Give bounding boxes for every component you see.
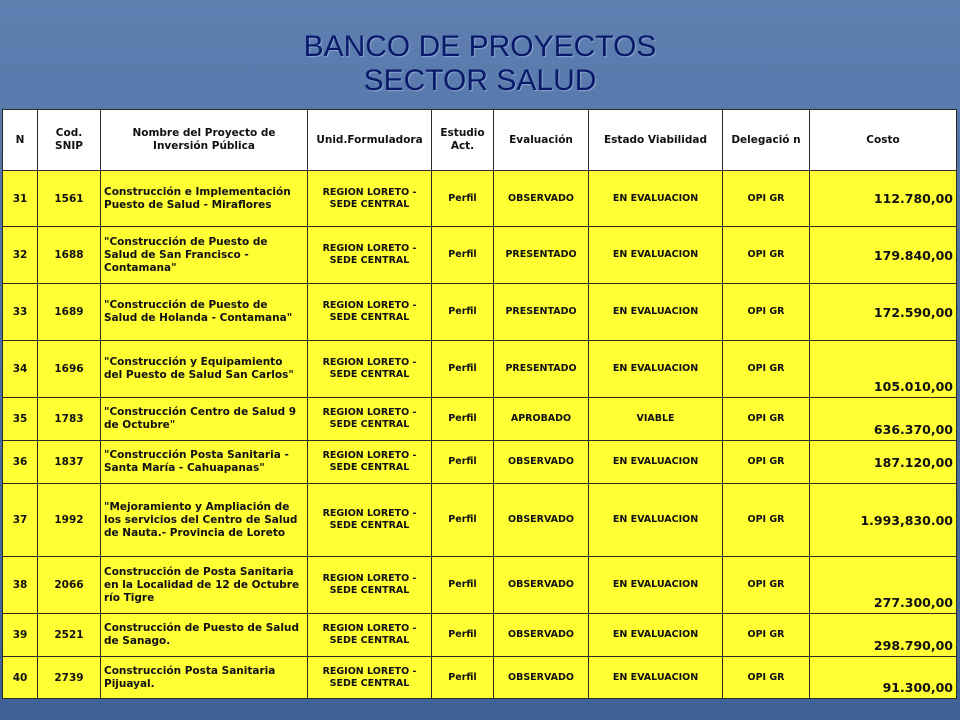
- row-number: 38: [3, 557, 38, 614]
- delegation: OPI GR: [723, 284, 810, 341]
- header-cell: Estudio Act.: [432, 110, 494, 171]
- table-row: [3, 614, 957, 657]
- project-name: "Construcción Centro de Salud 9 de Octubre": [101, 398, 308, 441]
- snip-code: 2521: [38, 614, 101, 657]
- cost: 636.370,00: [810, 398, 957, 441]
- evaluation-status: OBSERVADO: [494, 484, 589, 557]
- snip-code: 1689: [38, 284, 101, 341]
- table-row: [3, 657, 957, 699]
- header-cell: Nombre del Proyecto de Inversión Pública: [101, 110, 308, 171]
- study-type: Perfil: [432, 341, 494, 398]
- cost: 112.780,00: [810, 171, 957, 227]
- evaluation-status: OBSERVADO: [494, 441, 589, 484]
- viability-status: EN EVALUACION: [589, 614, 723, 657]
- formulating-unit: REGION LORETO - SEDE CENTRAL: [308, 341, 432, 398]
- formulating-unit: REGION LORETO - SEDE CENTRAL: [308, 227, 432, 284]
- study-type: Perfil: [432, 614, 494, 657]
- evaluation-status: OBSERVADO: [494, 614, 589, 657]
- delegation: OPI GR: [723, 614, 810, 657]
- study-type: Perfil: [432, 657, 494, 699]
- row-number: 35: [3, 398, 38, 441]
- cost: 298.790,00: [810, 614, 957, 657]
- row-number: 34: [3, 341, 38, 398]
- cost: 1.993,830.00: [810, 484, 957, 557]
- table-row: [3, 441, 957, 484]
- project-name: Construcción e Implementación Puesto de Salud - Miraflores: [101, 171, 308, 227]
- snip-code: 1837: [38, 441, 101, 484]
- viability-status: EN EVALUACION: [589, 657, 723, 699]
- cost: 187.120,00: [810, 441, 957, 484]
- cost: 277.300,00: [810, 557, 957, 614]
- snip-code: 1688: [38, 227, 101, 284]
- delegation: OPI GR: [723, 441, 810, 484]
- study-type: Perfil: [432, 441, 494, 484]
- cost: 172.590,00: [810, 284, 957, 341]
- formulating-unit: REGION LORETO - SEDE CENTRAL: [308, 441, 432, 484]
- project-name: "Construcción y Equipamiento del Puesto de Salud San Carlos": [101, 341, 308, 398]
- study-type: Perfil: [432, 284, 494, 341]
- snip-code: 1696: [38, 341, 101, 398]
- project-name: Construcción de Puesto de Salud de Sanago.: [101, 614, 308, 657]
- viability-status: VIABLE: [589, 398, 723, 441]
- header-cell: Evaluación: [494, 110, 589, 171]
- delegation: OPI GR: [723, 398, 810, 441]
- row-number: 31: [3, 171, 38, 227]
- projects-table: [2, 109, 957, 699]
- header-cell: Unid.Formuladora: [308, 110, 432, 171]
- formulating-unit: REGION LORETO - SEDE CENTRAL: [308, 484, 432, 557]
- row-number: 32: [3, 227, 38, 284]
- delegation: OPI GR: [723, 484, 810, 557]
- delegation: OPI GR: [723, 341, 810, 398]
- viability-status: EN EVALUACION: [589, 441, 723, 484]
- header-cell: N: [3, 110, 38, 171]
- table-row: [3, 227, 957, 284]
- table-row: [3, 341, 957, 398]
- table-row: [3, 284, 957, 341]
- evaluation-status: PRESENTADO: [494, 284, 589, 341]
- cost: 179.840,00: [810, 227, 957, 284]
- cost: 91.300,00: [810, 657, 957, 699]
- evaluation-status: PRESENTADO: [494, 341, 589, 398]
- title-line-1: BANCO DE PROYECTOS: [303, 30, 657, 63]
- viability-status: EN EVALUACION: [589, 284, 723, 341]
- delegation: OPI GR: [723, 657, 810, 699]
- project-name: Construcción de Posta Sanitaria en la Localidad de 12 de Octubre río Tigre: [101, 557, 308, 614]
- evaluation-status: PRESENTADO: [494, 227, 589, 284]
- formulating-unit: REGION LORETO - SEDE CENTRAL: [308, 557, 432, 614]
- delegation: OPI GR: [723, 557, 810, 614]
- table-header-row: [3, 110, 957, 171]
- delegation: OPI GR: [723, 227, 810, 284]
- row-number: 37: [3, 484, 38, 557]
- viability-status: EN EVALUACION: [589, 484, 723, 557]
- title-line-2: SECTOR SALUD: [363, 64, 597, 97]
- snip-code: 2066: [38, 557, 101, 614]
- table-row: [3, 484, 957, 557]
- study-type: Perfil: [432, 227, 494, 284]
- project-name: "Construcción de Puesto de Salud de San Francisco - Contamana": [101, 227, 308, 284]
- header-cell: Estado Viabilidad: [589, 110, 723, 171]
- viability-status: EN EVALUACION: [589, 341, 723, 398]
- snip-code: 2739: [38, 657, 101, 699]
- snip-code: 1561: [38, 171, 101, 227]
- formulating-unit: REGION LORETO - SEDE CENTRAL: [308, 171, 432, 227]
- study-type: Perfil: [432, 557, 494, 614]
- row-number: 36: [3, 441, 38, 484]
- table-row: [3, 171, 957, 227]
- snip-code: 1992: [38, 484, 101, 557]
- project-name: Construcción Posta Sanitaria Pijuayal.: [101, 657, 308, 699]
- formulating-unit: REGION LORETO - SEDE CENTRAL: [308, 284, 432, 341]
- table-body: [3, 171, 957, 699]
- project-name: "Mejoramiento y Ampliación de los servicios del Centro de Salud de Nauta.- Provincia de Loreto: [101, 484, 308, 557]
- table-row: [3, 557, 957, 614]
- row-number: 40: [3, 657, 38, 699]
- viability-status: EN EVALUACION: [589, 171, 723, 227]
- viability-status: EN EVALUACION: [589, 557, 723, 614]
- study-type: Perfil: [432, 171, 494, 227]
- evaluation-status: OBSERVADO: [494, 557, 589, 614]
- row-number: 39: [3, 614, 38, 657]
- evaluation-status: APROBADO: [494, 398, 589, 441]
- formulating-unit: REGION LORETO - SEDE CENTRAL: [308, 614, 432, 657]
- evaluation-status: OBSERVADO: [494, 171, 589, 227]
- header-cell: Cod. SNIP: [38, 110, 101, 171]
- header-cell: Delegació n: [723, 110, 810, 171]
- snip-code: 1783: [38, 398, 101, 441]
- slide-title: [0, 30, 960, 98]
- formulating-unit: REGION LORETO - SEDE CENTRAL: [308, 398, 432, 441]
- table-row: [3, 398, 957, 441]
- row-number: 33: [3, 284, 38, 341]
- project-name: "Construcción de Puesto de Salud de Holanda - Contamana": [101, 284, 308, 341]
- study-type: Perfil: [432, 484, 494, 557]
- formulating-unit: REGION LORETO - SEDE CENTRAL: [308, 657, 432, 699]
- header-cell: Costo: [810, 110, 957, 171]
- project-name: "Construcción Posta Sanitaria - Santa María - Cahuapanas": [101, 441, 308, 484]
- cost: 105.010,00: [810, 341, 957, 398]
- study-type: Perfil: [432, 398, 494, 441]
- viability-status: EN EVALUACION: [589, 227, 723, 284]
- delegation: OPI GR: [723, 171, 810, 227]
- evaluation-status: OBSERVADO: [494, 657, 589, 699]
